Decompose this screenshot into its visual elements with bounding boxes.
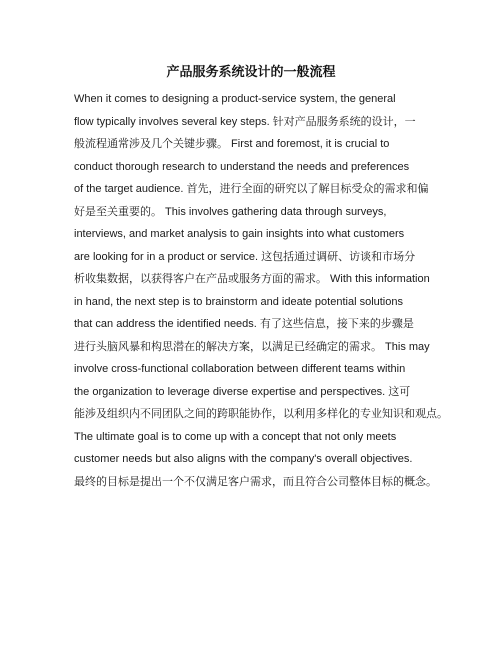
- body-line-15: 能涉及组织内不同团队之间的跨职能协作，以利用多样化的专业知识和观点。: [74, 408, 448, 420]
- body-line-4: conduct thorough research to understand the needs and preferences: [74, 160, 410, 173]
- body-line-17: customer needs but also aligns with the company's overall objectives.: [74, 453, 413, 465]
- body-line-11: that can address the identified needs. 有了这些信息，接下来的步骤是: [74, 318, 414, 330]
- body-line-3: 般流程通常涉及几个关键步骤。 First and foremost, it is crucial to: [74, 138, 390, 150]
- body-line-8: are looking for in a product or service. 这包括通过调研、访谈和市场分: [74, 250, 416, 263]
- body-line-16: The ultimate goal is to come up with a concept that not only meets: [74, 430, 397, 443]
- body-line-2: flow typically involves several key steps. 针对产品服务系统的设计，一: [74, 115, 416, 128]
- body-line-14: the organization to leverage diverse expertise and perspectives. 这可: [74, 385, 411, 398]
- body-line-10: in hand, the next step is to brainstorm and ideate potential solutions: [74, 295, 403, 308]
- body-line-9: 析收集数据，以获得客户在产品或服务方面的需求。 With this information: [74, 273, 430, 285]
- body-line-1: When it comes to designing a product-service system, the general: [74, 93, 396, 105]
- body-line-18: 最终的目标是提出一个不仅满足客户需求，而且符合公司整体目标的概念。: [74, 475, 437, 488]
- body-line-13: involve cross-functional collaboration between different teams within: [74, 363, 406, 375]
- body-line-12: 进行头脑风暴和构思潜在的解决方案，以满足已经确定的需求。 This may: [74, 340, 430, 353]
- body-line-7: interviews, and market analysis to gain insights into what customers: [74, 228, 405, 240]
- body-line-5: of the target audience. 首先，进行全面的研究以了解目标受众的需求和偏: [74, 183, 429, 195]
- document-body: [74, 88, 448, 493]
- document-title: 产品服务系统设计的一般流程: [166, 65, 336, 80]
- body-line-6: 好是至关重要的。 This involves gathering data through surveys,: [74, 205, 387, 218]
